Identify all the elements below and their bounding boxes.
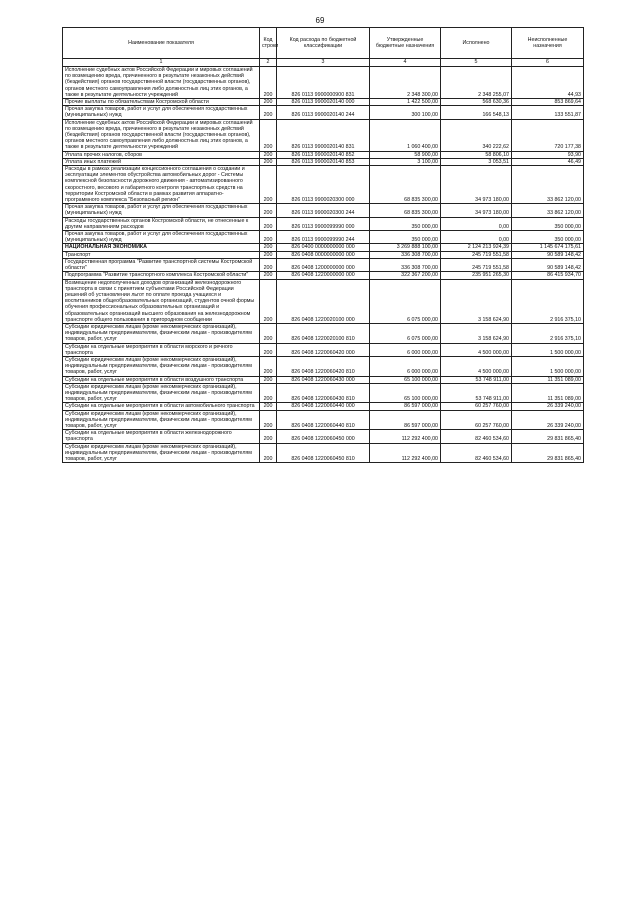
budget-execution-table — [62, 27, 584, 463]
table-row — [63, 217, 584, 230]
row-budget-code: 826 0408 1220060440 810 — [277, 410, 370, 430]
table-row — [63, 356, 584, 376]
row-executed: 166 548,13 — [441, 106, 512, 119]
table-row — [63, 376, 584, 383]
row-name: Субсидии юридическим лицам (кроме некоммерческих организаций), индивидуальным предпринимателям, физическим лицам - производителям товаров, работ, услуг — [63, 383, 260, 403]
row-name: Прочие выплаты по обязательствам Костромской области — [63, 99, 260, 106]
table-row — [63, 204, 584, 217]
row-unexecuted: 33 862 120,00 — [512, 204, 584, 217]
table-row — [63, 244, 584, 251]
row-name: Государственная программа "Развитие транспортной системы Костромской области" — [63, 258, 260, 271]
row-unexecuted: 26 339 240,00 — [512, 410, 584, 430]
row-line-code: 200 — [260, 217, 277, 230]
row-line-code: 200 — [260, 166, 277, 204]
header-row — [63, 28, 584, 59]
row-line-code: 200 — [260, 443, 277, 463]
row-unexecuted: 93,90 — [512, 151, 584, 158]
column-number: 4 — [370, 59, 441, 67]
row-unexecuted: 86 415 934,70 — [512, 272, 584, 279]
row-name: Прочая закупка товаров, работ и услуг для обеспечения государственных (муниципальных) нужд — [63, 204, 260, 217]
row-budget-code: 826 0408 1220060420 810 — [277, 356, 370, 376]
table-row — [63, 158, 584, 165]
column-number: 6 — [512, 59, 584, 67]
row-unexecuted: 350 000,00 — [512, 217, 584, 230]
row-executed: 3 158 624,90 — [441, 323, 512, 343]
table-row — [63, 272, 584, 279]
row-executed: 34 973 180,00 — [441, 204, 512, 217]
row-executed: 34 973 180,00 — [441, 166, 512, 204]
row-approved: 112 292 400,00 — [370, 430, 441, 443]
row-executed: 245 719 551,58 — [441, 258, 512, 271]
row-name: Уплата прочих налогов, сборов — [63, 151, 260, 158]
header-approved: Утвержденные бюджетные назначения — [370, 28, 441, 59]
row-executed: 60 257 760,00 — [441, 410, 512, 430]
row-budget-code: 826 0408 1220020100 810 — [277, 323, 370, 343]
row-budget-code: 826 0113 9900020140 852 — [277, 151, 370, 158]
row-approved: 86 597 000,00 — [370, 403, 441, 410]
row-approved: 65 100 000,00 — [370, 376, 441, 383]
row-name: Подпрограмма "Развитие транспортного комплекса Костромской области" — [63, 272, 260, 279]
row-name: НАЦИОНАЛЬНАЯ ЭКОНОМИКА — [63, 244, 260, 251]
row-budget-code: 826 0408 1220060450 000 — [277, 430, 370, 443]
table-row — [63, 410, 584, 430]
table-row — [63, 99, 584, 106]
row-budget-code: 826 0113 9900000900 831 — [277, 67, 370, 99]
row-budget-code: 826 0408 1220060420 000 — [277, 343, 370, 356]
row-budget-code: 826 0408 1220060430 810 — [277, 383, 370, 403]
row-approved: 65 100 000,00 — [370, 383, 441, 403]
row-line-code: 200 — [260, 151, 277, 158]
row-approved: 2 348 300,00 — [370, 67, 441, 99]
row-line-code: 200 — [260, 67, 277, 99]
row-approved: 3 100,00 — [370, 158, 441, 165]
row-approved: 336 308 700,00 — [370, 251, 441, 258]
column-number: 2 — [260, 59, 277, 67]
row-unexecuted: 11 351 089,00 — [512, 383, 584, 403]
page-number: 69 — [315, 16, 325, 25]
row-line-code: 200 — [260, 99, 277, 106]
row-budget-code: 826 0408 1200000000 000 — [277, 258, 370, 271]
row-budget-code: 826 0408 0000000000 000 — [277, 251, 370, 258]
header-line-code: Код строки — [260, 28, 277, 59]
row-unexecuted: 853 869,64 — [512, 99, 584, 106]
row-budget-code: 826 0113 9900020140 831 — [277, 119, 370, 151]
row-unexecuted: 1 145 674 175,61 — [512, 244, 584, 251]
row-executed: 4 500 000,00 — [441, 356, 512, 376]
row-line-code: 200 — [260, 244, 277, 251]
row-approved: 350 000,00 — [370, 217, 441, 230]
row-approved: 6 075 000,00 — [370, 279, 441, 323]
column-number: 3 — [277, 59, 370, 67]
row-approved: 6 000 000,00 — [370, 356, 441, 376]
row-unexecuted: 90 589 148,42 — [512, 258, 584, 271]
row-line-code: 200 — [260, 119, 277, 151]
row-executed: 235 951 265,30 — [441, 272, 512, 279]
row-name: Субсидии юридическим лицам (кроме некоммерческих организаций), индивидуальным предпринимателям, физическим лицам - производителям товаров, работ, услуг — [63, 356, 260, 376]
table-row — [63, 430, 584, 443]
row-name: Расходы государственных органов Костромской области, не отнесенные к другим направлениям расходов — [63, 217, 260, 230]
row-line-code: 200 — [260, 343, 277, 356]
table-row — [63, 403, 584, 410]
row-unexecuted: 11 351 089,00 — [512, 376, 584, 383]
row-unexecuted: 29 831 865,40 — [512, 430, 584, 443]
row-unexecuted: 1 500 000,00 — [512, 343, 584, 356]
row-budget-code: 826 0113 9900020300 244 — [277, 204, 370, 217]
row-unexecuted: 29 831 865,40 — [512, 443, 584, 463]
column-number-row — [63, 59, 584, 67]
row-line-code: 200 — [260, 383, 277, 403]
row-unexecuted: 46,49 — [512, 158, 584, 165]
row-executed: 82 460 534,60 — [441, 430, 512, 443]
row-approved: 6 075 000,00 — [370, 323, 441, 343]
row-name: Возмещение недополученных доходов организаций железнодорожного транспорта в связи с принятием субъектами Российской Федерации решений об установлении льгот по оплате проезда учащихся и воспитанников общеобразовательных организаций, студентов очной формы обучения профессиональных образовательных организаций и образовательных организаций высшего образования на железнодорожном транспорте общего пользования в пригородном сообщении — [63, 279, 260, 323]
table-row — [63, 383, 584, 403]
row-name: Транспорт — [63, 251, 260, 258]
row-unexecuted: 33 862 120,00 — [512, 166, 584, 204]
row-executed: 3 158 624,90 — [441, 279, 512, 323]
row-name: Субсидии на отдельные мероприятия в области морского и речного транспорта — [63, 343, 260, 356]
row-unexecuted: 90 589 148,42 — [512, 251, 584, 258]
column-number: 1 — [63, 59, 260, 67]
column-number: 5 — [441, 59, 512, 67]
row-line-code: 200 — [260, 272, 277, 279]
row-approved: 300 100,00 — [370, 106, 441, 119]
row-line-code: 200 — [260, 231, 277, 244]
row-unexecuted: 2 916 375,10 — [512, 279, 584, 323]
table-row — [63, 119, 584, 151]
row-line-code: 200 — [260, 258, 277, 271]
row-executed: 53 748 911,00 — [441, 376, 512, 383]
row-budget-code: 826 0113 9900099990 000 — [277, 217, 370, 230]
row-executed: 53 748 911,00 — [441, 383, 512, 403]
row-line-code: 200 — [260, 356, 277, 376]
row-budget-code: 826 0113 9900020140 000 — [277, 99, 370, 106]
row-unexecuted: 1 500 000,00 — [512, 356, 584, 376]
row-approved: 68 835 300,00 — [370, 166, 441, 204]
row-budget-code: 826 0113 9900020140 853 — [277, 158, 370, 165]
row-approved: 322 367 200,00 — [370, 272, 441, 279]
row-approved: 6 000 000,00 — [370, 343, 441, 356]
table-row — [63, 251, 584, 258]
table-row — [63, 166, 584, 204]
header-unexecuted: Неисполненные назначения — [512, 28, 584, 59]
row-budget-code: 826 0113 9900020140 244 — [277, 106, 370, 119]
table-row — [63, 279, 584, 323]
table-row — [63, 67, 584, 99]
row-approved: 112 292 400,00 — [370, 443, 441, 463]
row-budget-code: 826 0400 0000000000 000 — [277, 244, 370, 251]
row-budget-code: 826 0408 1220060440 000 — [277, 403, 370, 410]
row-name: Исполнение судебных актов Российской Федерации и мировых соглашений по возмещению вреда, причиненного в результате незаконных действий (бездействия) органов государственной власти (государственных органов), органов местного самоуправления либо должностных лиц этих органов, а также в результате деятельности учреждений — [63, 67, 260, 99]
table-row — [63, 258, 584, 271]
row-line-code: 200 — [260, 376, 277, 383]
table-body — [63, 67, 584, 463]
row-name: Субсидии юридическим лицам (кроме некоммерческих организаций), индивидуальным предпринимателям, физическим лицам - производителям товаров, работ, услуг — [63, 443, 260, 463]
row-name: Субсидии на отдельные мероприятия в области автомобильного транспорта — [63, 403, 260, 410]
row-unexecuted: 2 916 375,10 — [512, 323, 584, 343]
row-name: Исполнение судебных актов Российской Федерации и мировых соглашений по возмещению вреда, причиненного в результате незаконных действий (бездействия) органов государственной власти (государственных органов), органов местного самоуправления либо должностных лиц этих органов, а также в результате деятельности учреждений — [63, 119, 260, 151]
row-approved: 350 000,00 — [370, 231, 441, 244]
row-budget-code: 826 0408 1220020100 000 — [277, 279, 370, 323]
row-line-code: 200 — [260, 323, 277, 343]
row-line-code: 200 — [260, 251, 277, 258]
row-line-code: 200 — [260, 430, 277, 443]
row-unexecuted: 44,93 — [512, 67, 584, 99]
row-executed: 82 460 534,60 — [441, 443, 512, 463]
row-name: Уплата иных платежей — [63, 158, 260, 165]
row-line-code: 200 — [260, 279, 277, 323]
header-budget-code: Код расхода по бюджетной классификации — [277, 28, 370, 59]
row-name: Расходы в рамках реализации концессионного соглашения о создании и эксплуатации элементов обустройства автомобильных дорог - Системы комплексной безопасности дорожного движения - автоматизированного скоростного, весового и габаритного контроля транспортных средств на территории Костромской области в рамках развития аппаратно-программного комплекса "Безопасный регион" — [63, 166, 260, 204]
row-unexecuted: 133 551,87 — [512, 106, 584, 119]
row-executed: 2 124 213 924,39 — [441, 244, 512, 251]
row-unexecuted: 26 339 240,00 — [512, 403, 584, 410]
table-row — [63, 106, 584, 119]
table-row — [63, 443, 584, 463]
row-executed: 0,00 — [441, 231, 512, 244]
row-executed: 58 806,10 — [441, 151, 512, 158]
row-budget-code: 826 0408 1220060450 810 — [277, 443, 370, 463]
row-budget-code: 826 0113 9900020300 000 — [277, 166, 370, 204]
row-unexecuted: 350 000,00 — [512, 231, 584, 244]
table-row — [63, 231, 584, 244]
row-name: Субсидии на отдельные мероприятия в области воздушного транспорта — [63, 376, 260, 383]
table-row — [63, 343, 584, 356]
row-approved: 3 269 888 100,00 — [370, 244, 441, 251]
row-name: Прочая закупка товаров, работ и услуг для обеспечения государственных (муниципальных) нужд — [63, 106, 260, 119]
row-line-code: 200 — [260, 158, 277, 165]
row-line-code: 200 — [260, 403, 277, 410]
row-budget-code: 826 0408 1220000000 000 — [277, 272, 370, 279]
row-name: Субсидии юридическим лицам (кроме некоммерческих организаций), индивидуальным предпринимателям, физическим лицам - производителям товаров, работ, услуг — [63, 410, 260, 430]
row-executed: 0,00 — [441, 217, 512, 230]
row-unexecuted: 720 177,38 — [512, 119, 584, 151]
table-row — [63, 323, 584, 343]
row-executed: 4 500 000,00 — [441, 343, 512, 356]
row-executed: 2 348 255,07 — [441, 67, 512, 99]
table-row — [63, 151, 584, 158]
row-executed: 60 257 760,00 — [441, 403, 512, 410]
row-executed: 245 719 551,58 — [441, 251, 512, 258]
row-approved: 336 308 700,00 — [370, 258, 441, 271]
row-budget-code: 826 0113 9900099990 244 — [277, 231, 370, 244]
row-approved: 58 900,00 — [370, 151, 441, 158]
row-executed: 568 630,36 — [441, 99, 512, 106]
row-executed: 3 053,51 — [441, 158, 512, 165]
row-budget-code: 826 0408 1220060430 000 — [277, 376, 370, 383]
row-approved: 86 597 000,00 — [370, 410, 441, 430]
row-line-code: 200 — [260, 410, 277, 430]
row-name: Субсидии юридическим лицам (кроме некоммерческих организаций), индивидуальным предпринимателям, физическим лицам - производителям товаров, работ, услуг — [63, 323, 260, 343]
row-approved: 1 422 500,00 — [370, 99, 441, 106]
header-name: Наименование показателя — [63, 28, 260, 59]
row-approved: 1 060 400,00 — [370, 119, 441, 151]
row-name: Прочая закупка товаров, работ и услуг для обеспечения государственных (муниципальных) нужд — [63, 231, 260, 244]
row-approved: 68 835 300,00 — [370, 204, 441, 217]
row-line-code: 200 — [260, 106, 277, 119]
row-name: Субсидии на отдельные мероприятия в области железнодорожного транспорта — [63, 430, 260, 443]
row-line-code: 200 — [260, 204, 277, 217]
row-executed: 340 222,62 — [441, 119, 512, 151]
header-executed: Исполнено — [441, 28, 512, 59]
